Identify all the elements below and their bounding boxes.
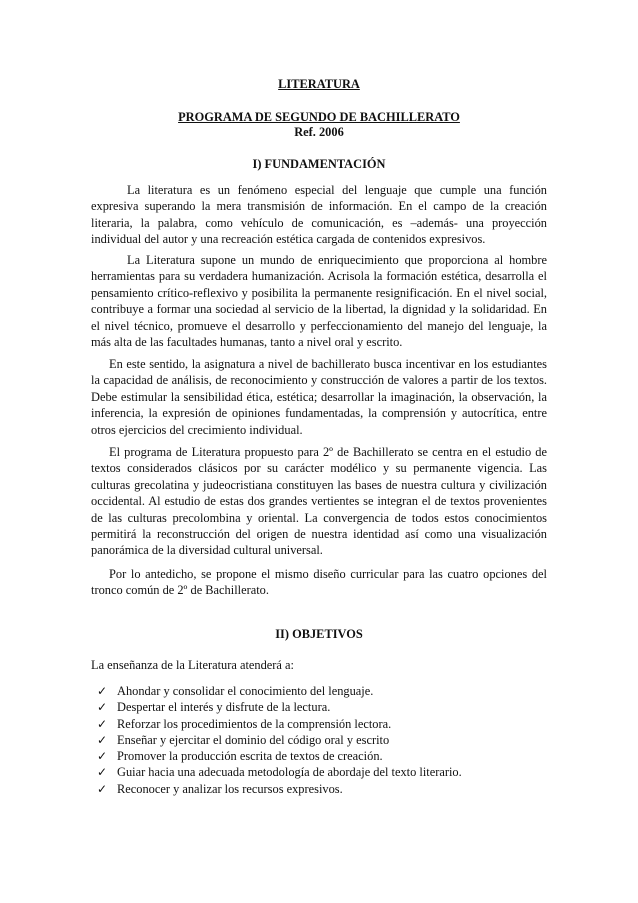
checkmark-icon: ✓ bbox=[97, 765, 108, 780]
paragraph: Por lo antedicho, se propone el mismo diseño curricular para las cuatro opciones del tronco común de 2º de Bachillerato. bbox=[91, 567, 547, 598]
paragraph: La Literatura supone un mundo de enriquecimiento que proporciona al hombre herramientas para su verdadera humanización. Acrisola la formación estética, desarrolla el pensamiento crítico-reflexivo y posibilita la permanente resignificación. En el nivel social, contribuye a formar una sociedad al servicio de la libertad, la dignidad y la solidaridad. En el nivel técnico, promueve el desarrollo y perfeccionamiento del manejo del lenguaje, la más alta de las facultades humanas, tanto a nivel oral y escrito. bbox=[91, 253, 547, 350]
checkmark-icon: ✓ bbox=[97, 732, 108, 747]
objective-text: Guiar hacia una adecuada metodología de abordaje del texto literario. bbox=[117, 765, 462, 780]
objective-text: Ahondar y consolidar el conocimiento del lenguaje. bbox=[117, 684, 374, 698]
checkmark-icon: ✓ bbox=[97, 684, 108, 698]
document-title: LITERATURA bbox=[278, 77, 360, 91]
paragraph: La literatura es un fenómeno especial del lenguaje que cumple una función expresiva superando la mera transmisión de información. En el campo de la creación literaria, la palabra, como vehículo de comunicación, es –además- una proyección individual del autor y una recreación estética cargada de contenidos expresivos. bbox=[91, 183, 547, 247]
objective-text: Despertar el interés y disfrute de la lectura. bbox=[117, 700, 331, 715]
checkmark-icon: ✓ bbox=[97, 700, 108, 715]
list-item bbox=[97, 732, 537, 748]
objective-text: Enseñar y ejercitar el dominio del código oral y escrito bbox=[117, 732, 390, 747]
list-item bbox=[97, 781, 537, 797]
checkmark-icon: ✓ bbox=[97, 781, 108, 796]
program-title: PROGRAMA DE SEGUNDO DE BACHILLERATO bbox=[178, 110, 460, 124]
paragraph: El programa de Literatura propuesto para 2º de Bachillerato se centra en el estudio de textos considerados clásicos por su carácter modélico y su permanente vigencia. Las culturas grecolatina y judeocristiana constituyen las bases de nuestra cultura y civilización occidental. Al estudio de estas dos grandes vertientes se integran el de textos provenientes de las culturas precolombina y oriental. La convergencia de todos estos conocimientos permitirá la reconstrucción del origen de nuestra identidad así como una visualización panorámica de la diversidad cultural universal. bbox=[91, 445, 547, 558]
checkmark-icon: ✓ bbox=[97, 716, 108, 731]
objective-text: Reconocer y analizar los recursos expresivos. bbox=[117, 781, 343, 796]
list-item bbox=[97, 764, 537, 780]
objectives-intro: La enseñanza de la Literatura atenderá a: bbox=[91, 658, 294, 672]
section-heading-fundamentacion: I) FUNDAMENTACIÓN bbox=[252, 157, 386, 171]
list-item bbox=[97, 683, 537, 699]
checkmark-icon: ✓ bbox=[97, 749, 108, 764]
list-item bbox=[97, 716, 537, 732]
paragraph: En este sentido, la asignatura a nivel de bachillerato busca incentivar en los estudiantes la capacidad de análisis, de reconocimiento y construcción de valores a partir de los textos. Debe estimular la sensibilidad ética, estética; desarrollar la imaginación, la observación, la inferencia, la expresión de opiniones fundamentadas, la comprensión y autocrítica, entre otros ejercicios del crecimiento individual. bbox=[91, 357, 547, 437]
list-item bbox=[97, 699, 537, 715]
program-reference: Ref. 2006 bbox=[294, 125, 344, 139]
section-heading-objetivos: II) OBJETIVOS bbox=[275, 627, 363, 641]
objective-text: Reforzar los procedimientos de la comprensión lectora. bbox=[117, 716, 392, 731]
objective-text: Promover la producción escrita de textos de creación. bbox=[117, 749, 383, 764]
list-item bbox=[97, 748, 537, 764]
objectives-list bbox=[97, 683, 537, 797]
